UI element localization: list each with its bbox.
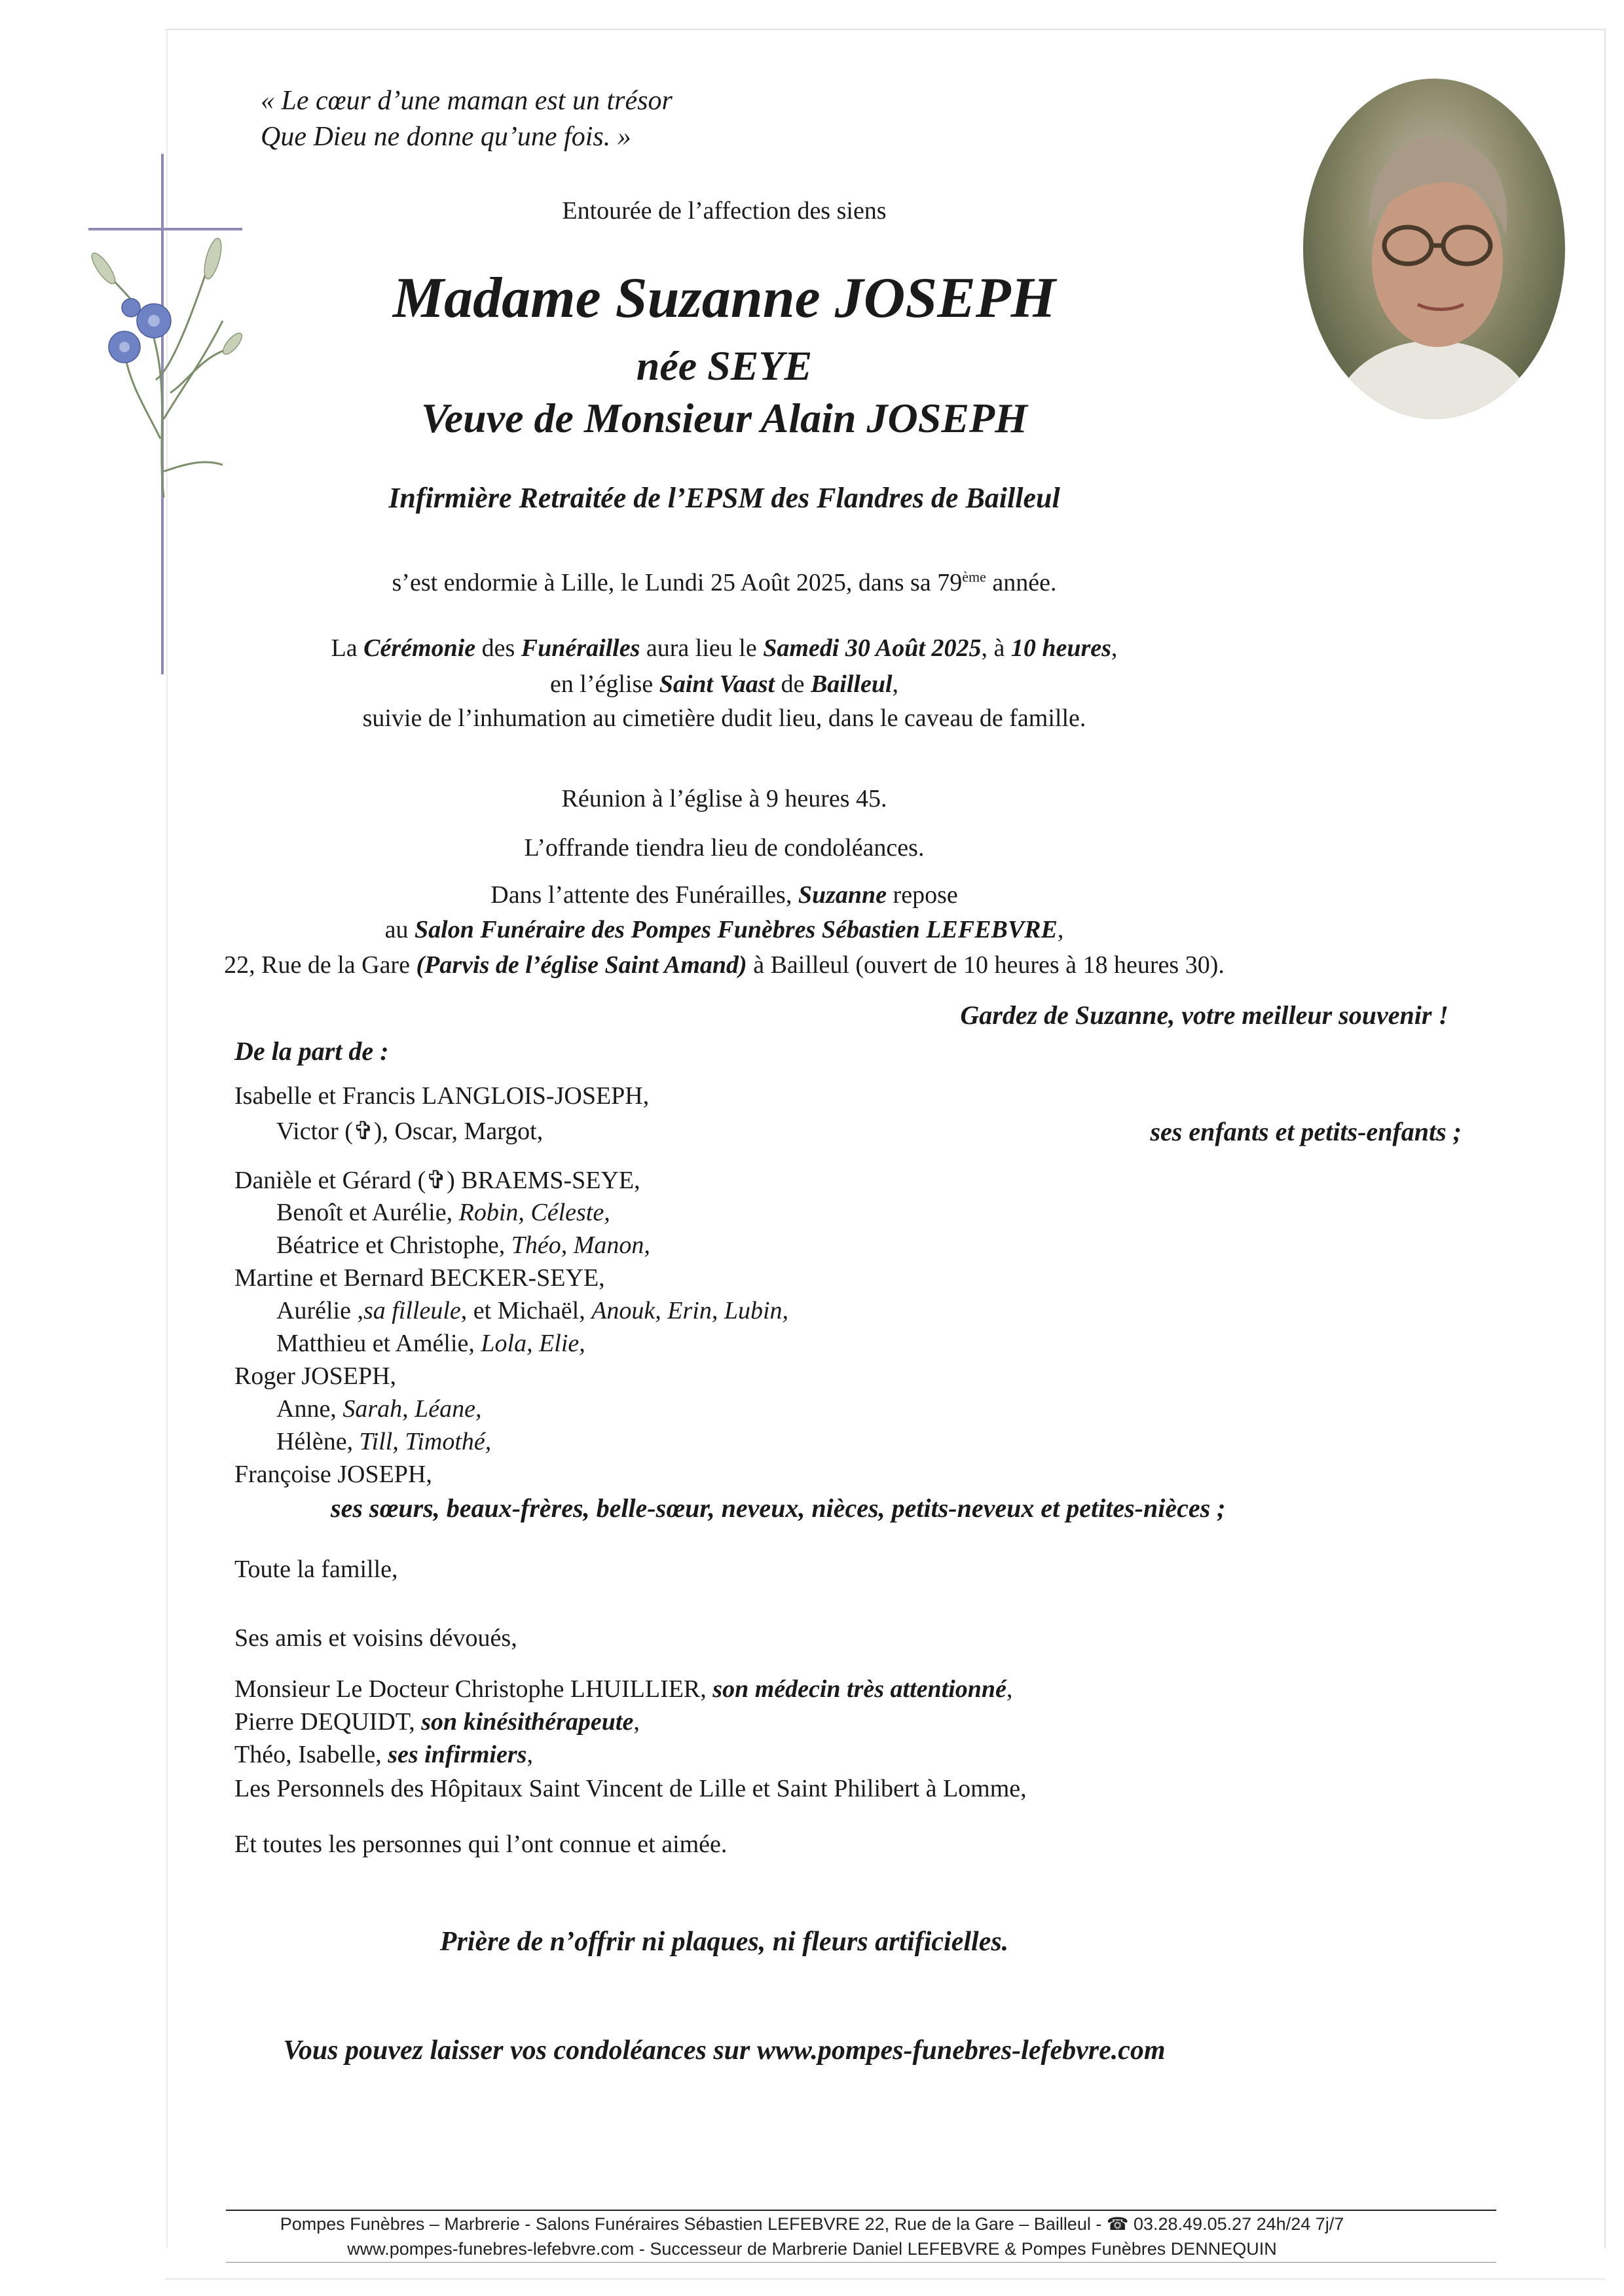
quote-line-2: Que Dieu ne donne qu’une fois. » <box>261 122 631 152</box>
sibling-line-9: Hélène, Till, Timothé, <box>276 1428 492 1455</box>
deceased-name: Madame Suzanne JOSEPH <box>392 266 1056 330</box>
children-line-2: Victor (✞), Oscar, Margot, <box>276 1118 544 1145</box>
souvenir-text: Gardez de Suzanne, votre meilleur souvenir ! <box>960 1000 1449 1030</box>
sibling-line-4: Martine et Bernard BECKER-SEYE, <box>234 1264 605 1292</box>
maiden-name: née SEYE <box>636 342 813 389</box>
footer-line-1: Pompes Funèbres – Marbrerie - Salons Funéraires Sébastien LEFEBVRE 22, Rue de la Gare – Bailleul - ☎ 03.28.49.05.27 24h/24 7j/7 <box>280 2214 1344 2234</box>
sibling-line-7: Roger JOSEPH, <box>234 1362 397 1390</box>
reunion-text: Réunion à l’église à 9 heures 45. <box>561 785 887 812</box>
sibling-line-5: Aurélie ,sa filleule, et Michaël, Anouk, Erin, Lubin, <box>276 1297 789 1324</box>
hospital-line: Les Personnels des Hôpitaux Saint Vincent de Lille et Saint Philibert à Lomme, <box>234 1775 1027 1802</box>
footer-rule-bottom <box>226 2262 1496 2263</box>
family-heading: De la part de : <box>234 1036 389 1066</box>
doctor-line: Monsieur Le Docteur Christophe LHUILLIER, son médecin très attentionné, <box>234 1675 1013 1703</box>
cross-icon: ✞ <box>426 1167 447 1194</box>
siblings-role: ses sœurs, beaux-frères, belle-sœur, neveux, nièces, petits-neveux et petites-nièces ; <box>331 1493 1226 1523</box>
children-role: ses enfants et petits-enfants ; <box>1150 1117 1462 1146</box>
death-sup: ème <box>962 568 986 585</box>
address-line: 22, Rue de la Gare (Parvis de l’église Saint Amand) à Bailleul (ouvert de 10 heures à 18 heures 30). <box>224 951 1225 979</box>
sibling-line-3: Béatrice et Christophe, Théo, Manon, <box>276 1231 650 1259</box>
ceremony-line-1: La Cérémonie des Funérailles aura lieu le Samedi 30 Août 2025, à 10 heures, <box>331 634 1118 662</box>
offrande-text: L’offrande tiendra lieu de condoléances. <box>524 834 925 862</box>
no-flowers-request: Prière de n’offrir ni plaques, ni fleurs artificielles. <box>439 1927 1009 1957</box>
sibling-line-6: Matthieu et Amélie, Lola, Elie, <box>276 1330 585 1357</box>
death-end: année. <box>986 569 1057 596</box>
salon-line: au Salon Funéraire des Pompes Funèbres Sébastien LEFEBVRE, <box>384 916 1064 943</box>
sibling-line-1: Danièle et Gérard (✞) BRAEMS-SEYE, <box>234 1167 640 1194</box>
death-text: s’est endormie à Lille, le Lundi 25 Août 2025, dans sa 79 <box>392 569 963 596</box>
cross-icon: ✞ <box>352 1118 374 1145</box>
repose-line: Dans l’attente des Funérailles, Suzanne repose <box>490 881 958 909</box>
intro-text: Entourée de l’affection des siens <box>562 197 887 225</box>
page-frame-bottom <box>165 2278 1606 2280</box>
sibling-line-2: Benoît et Aurélie, Robin, Céleste, <box>276 1199 610 1226</box>
page-frame-right <box>1604 29 1606 2248</box>
footer-line-2: www.pompes-funebres-lefebvre.com - Successeur de Marbrerie Daniel LEFEBVRE & Pompes Funèbres DENNEQUIN <box>347 2239 1277 2259</box>
ceremony-line-2: en l’église Saint Vaast de Bailleul, <box>549 670 899 698</box>
death-line <box>0 568 1449 597</box>
children-line-1: Isabelle et Francis LANGLOIS-JOSEPH, <box>234 1082 650 1110</box>
profession: Infirmière Retraitée de l’EPSM des Flandres de Bailleul <box>388 482 1060 514</box>
page-frame-top <box>165 29 1606 30</box>
ceremony-line-3: suivie de l’inhumation au cimetière dudit lieu, dans le caveau de famille. <box>362 704 1086 732</box>
condolences-link: Vous pouvez laisser vos condoléances sur www.pompes-funebres-lefebvre.com <box>283 2035 1166 2066</box>
widow-of: Veuve de Monsieur Alain JOSEPH <box>421 395 1027 441</box>
sibling-line-8: Anne, Sarah, Léane, <box>276 1395 482 1423</box>
toute-la-famille: Toute la famille, <box>234 1556 398 1583</box>
quote-line-1: « Le cœur d’une maman est un trésor <box>261 86 673 116</box>
footer-rule-top <box>226 2210 1496 2211</box>
amis-voisins: Ses amis et voisins dévoués, <box>234 1624 517 1652</box>
sibling-line-10: Françoise JOSEPH, <box>234 1461 432 1488</box>
kine-line: Pierre DEQUIDT, son kinésithérapeute, <box>234 1708 640 1736</box>
nurses-line: Théo, Isabelle, ses infirmiers, <box>234 1741 533 1768</box>
all-people-line: Et toutes les personnes qui l’ont connue et aimée. <box>234 1831 728 1858</box>
